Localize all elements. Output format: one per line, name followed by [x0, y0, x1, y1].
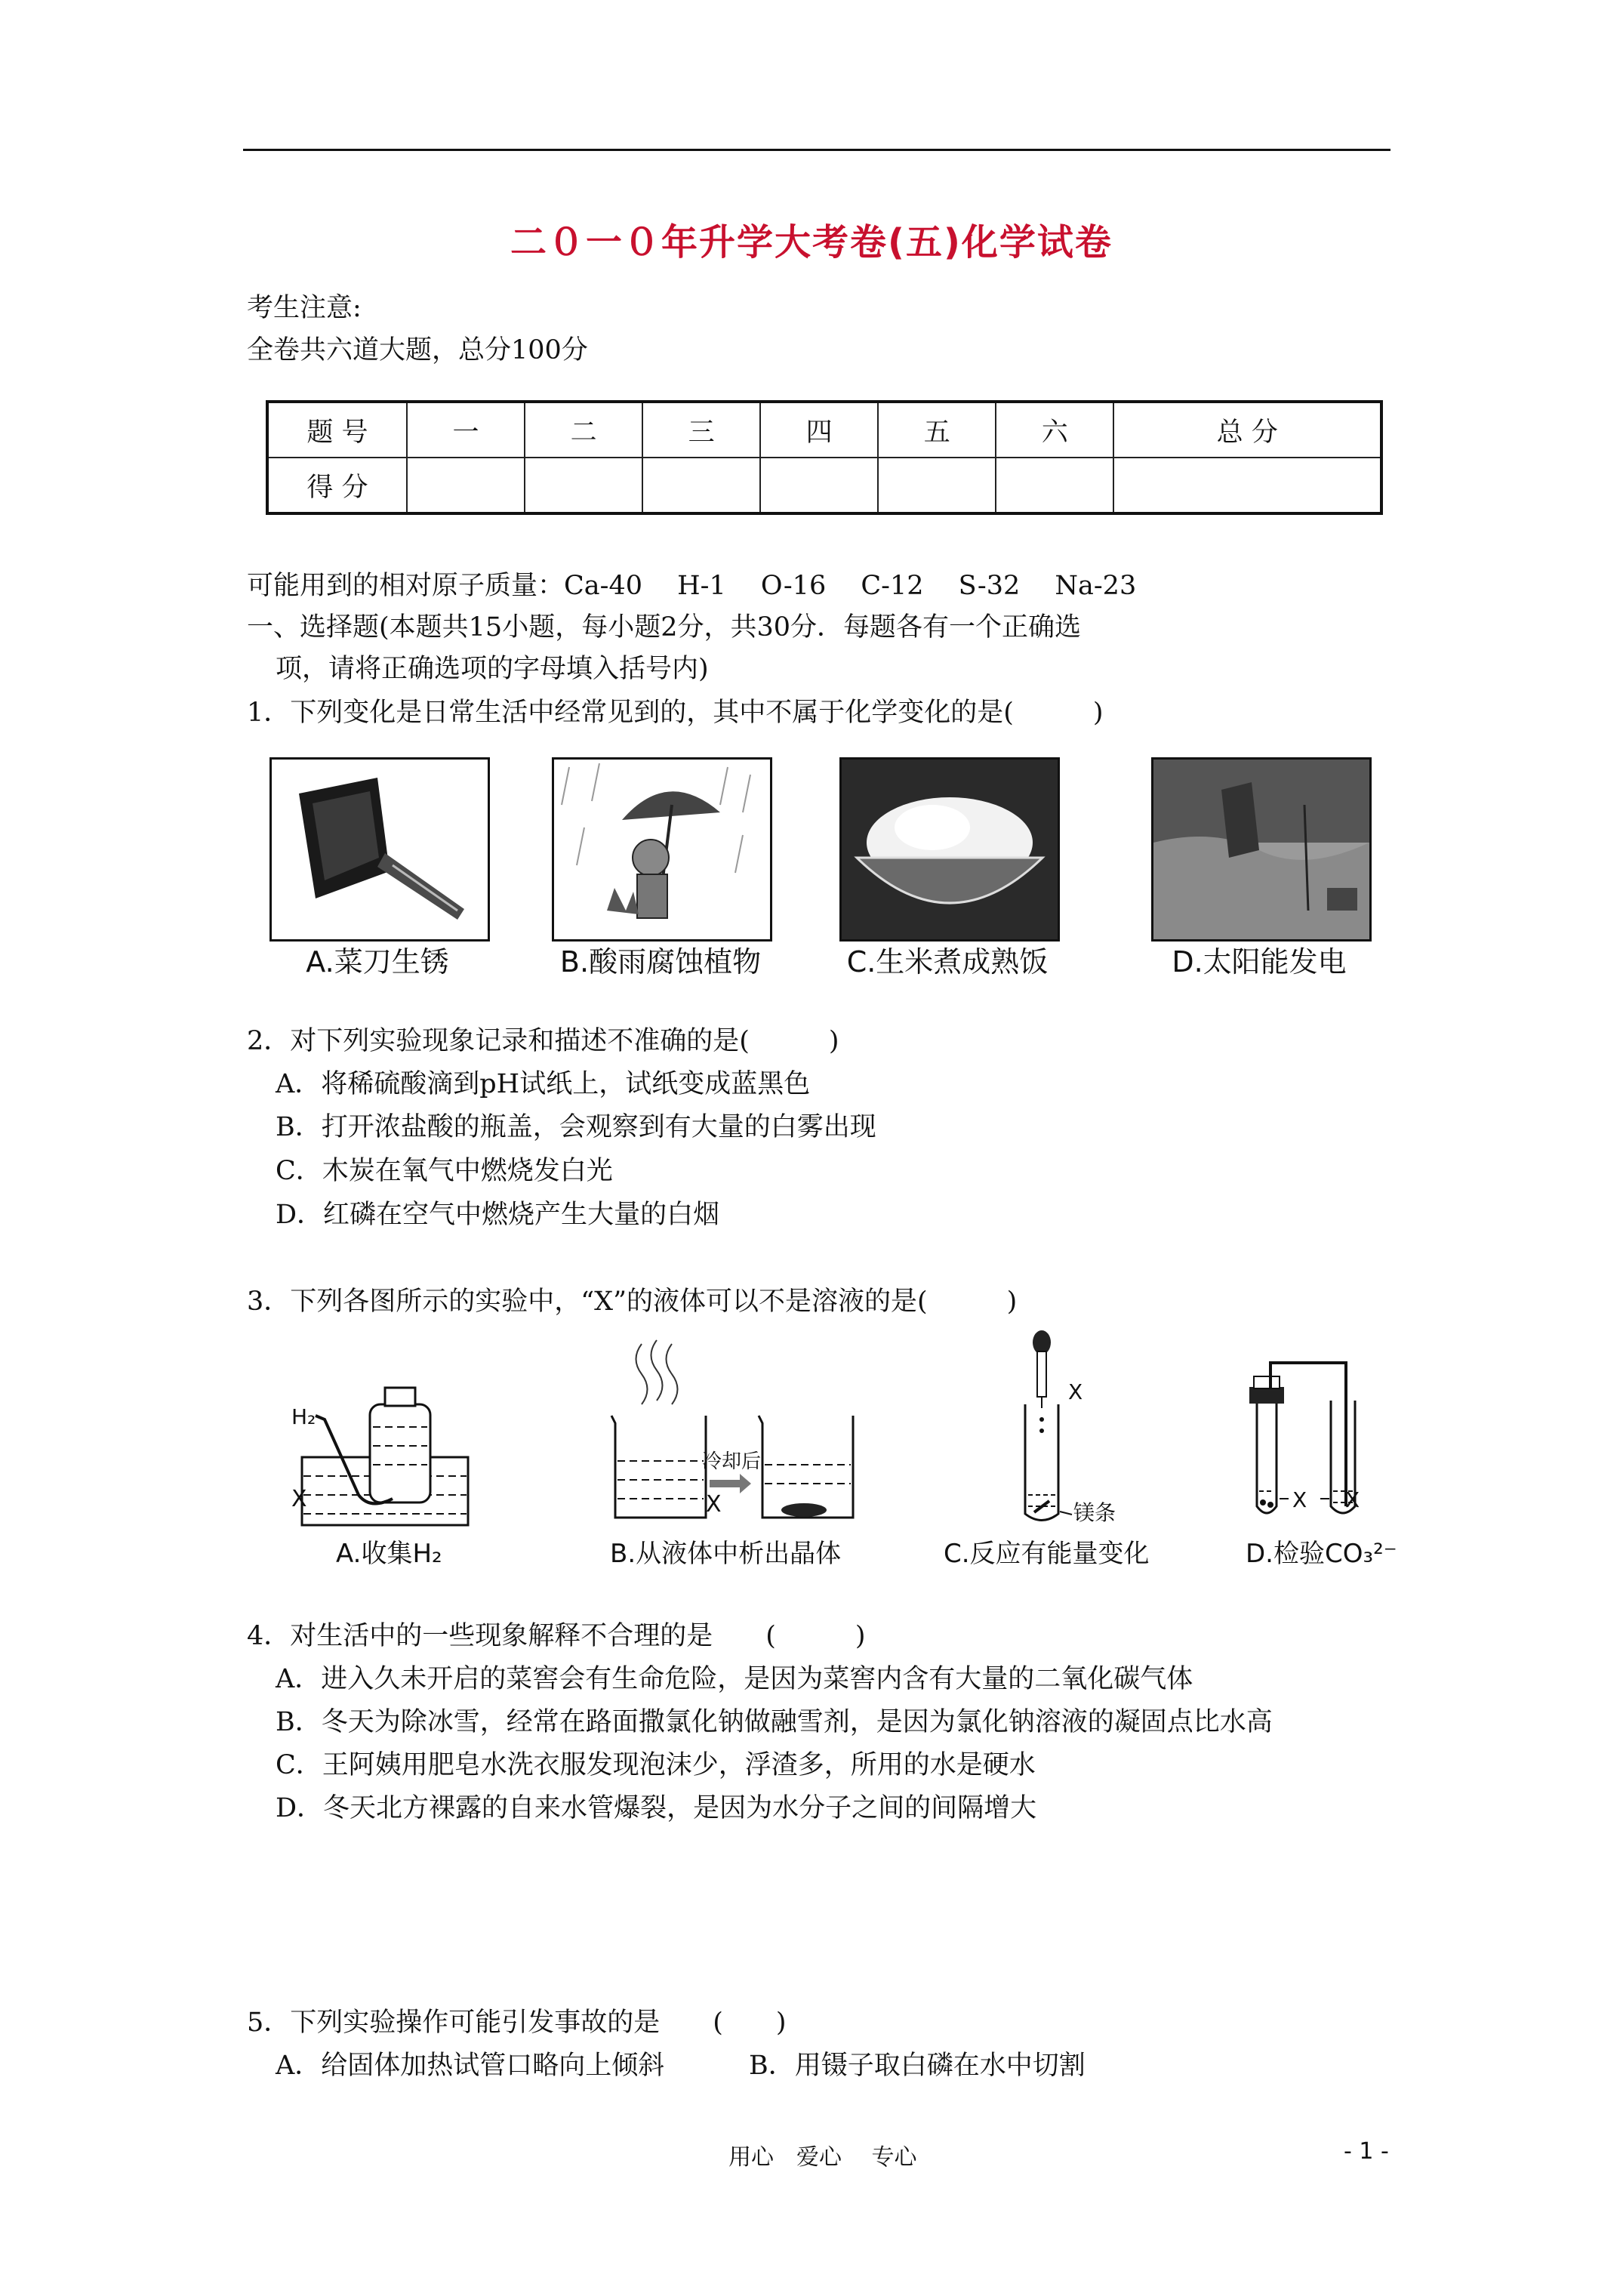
q1-figure-d [1151, 757, 1372, 942]
q3-label-x-a: X [291, 1486, 307, 1512]
score-header-cell: 四 [760, 402, 878, 458]
q5-option-a: A．给固体加热试管口略向上倾斜 [276, 2051, 665, 2081]
q2-option-d: D．红磷在空气中燃烧产生大量的白烟 [276, 1200, 720, 1230]
q1-figure-a [269, 757, 490, 942]
score-table [266, 400, 1383, 515]
q3-stem: 3．下列各图所示的实验中，“X”的液体可以不是溶液的是( ) [247, 1287, 1018, 1317]
q2-option-a: A．将稀硫酸滴到pH试纸上，试纸变成蓝黑色 [276, 1069, 811, 1099]
q4-stem: 4．对生活中的一些现象解释不合理的是 ( ) [247, 1621, 866, 1651]
score-header-cell: 二 [525, 402, 642, 458]
notice-label: 考生注意: [247, 293, 362, 323]
q3-label-cool: 冷却后 [702, 1450, 762, 1473]
q3-diagram-d [1242, 1355, 1393, 1529]
q1-caption-d: D.太阳能发电 [1172, 945, 1347, 978]
q1-stem: 1．下列变化是日常生活中经常见到的，其中不属于化学变化的是( ) [247, 698, 1104, 728]
q3-diagram-a [287, 1374, 483, 1536]
q3-caption-d: D.检验CO₃²⁻ [1246, 1539, 1397, 1569]
solar-power-illustration [1153, 760, 1369, 939]
cleaver-illustration [272, 760, 488, 939]
q3-label-h2: H₂ [291, 1404, 316, 1429]
score-table-header-row [267, 402, 1381, 458]
footer-motto: 用心 爱心 专心 [728, 2144, 917, 2171]
score-header-cell: 五 [878, 402, 996, 458]
notice-text: 全卷共六道大题，总分100分 [247, 335, 588, 365]
score-header-cell: 一 [407, 402, 525, 458]
score-table-score-row [267, 458, 1381, 513]
q2-option-c: C．木炭在氧气中燃烧发白光 [276, 1156, 613, 1186]
score-header-cell: 六 [996, 402, 1113, 458]
q1-figure-c [839, 757, 1060, 942]
q3-label-x-d2: X [1345, 1487, 1360, 1512]
q3-caption-b: B.从液体中析出晶体 [610, 1539, 842, 1569]
q1-caption-c: C.生米煮成熟饭 [846, 945, 1049, 978]
q4-option-c: C．王阿姨用肥皂水洗衣服发现泡沫少，浮渣多，所用的水是硬水 [276, 1750, 1036, 1780]
q1-caption-a: A.菜刀生锈 [306, 945, 449, 978]
score-input-cell[interactable] [760, 458, 878, 513]
acid-rain-illustration [554, 760, 770, 939]
q3-caption-c: C.反应有能量变化 [944, 1539, 1150, 1569]
q3-label-x-b: X [706, 1491, 722, 1518]
q3-label-x-c: X [1068, 1379, 1083, 1404]
q5-option-b: B．用镊子取白磷在水中切割 [749, 2051, 1086, 2081]
score-input-cell[interactable] [525, 458, 642, 513]
q3-diagram-b [596, 1336, 876, 1525]
score-header-cell: 三 [642, 402, 760, 458]
page-title: 二０一０年升学大考卷(五)化学试卷 [510, 221, 1113, 264]
score-input-cell[interactable] [407, 458, 525, 513]
section1-heading: 一、选择题(本题共15小题，每小题2分，共30分．每题各有一个正确选 [247, 612, 1081, 643]
q1-figure-b [552, 757, 772, 942]
header-rule [243, 149, 1390, 151]
section1-heading-cont: 项，请将正确选项的字母填入括号内) [276, 654, 709, 684]
rice-bowl-illustration [842, 760, 1058, 939]
page-number: - 1 - [1344, 2138, 1389, 2165]
q5-stem: 5．下列实验操作可能引发事故的是 ( ) [247, 2008, 787, 2038]
q2-stem: 2．对下列实验现象记录和描述不准确的是( ) [247, 1026, 839, 1056]
score-input-cell[interactable] [996, 458, 1113, 513]
q3-caption-a: A.收集H₂ [336, 1539, 442, 1569]
score-row-label: 得 分 [267, 458, 407, 513]
q4-option-d: D．冬天北方裸露的自来水管爆裂，是因为水分子之间的间隔增大 [276, 1793, 1037, 1823]
q4-option-b: B．冬天为除冰雪，经常在路面撒氯化钠做融雪剂，是因为氯化钠溶液的凝固点比水高 [276, 1707, 1273, 1737]
q2-option-b: B．打开浓盐酸的瓶盖，会观察到有大量的白雾出现 [276, 1112, 876, 1142]
atomic-mass-line: 可能用到的相对原子质量：Ca-40 H-1 O-16 C-12 S-32 Na-23 [247, 571, 1137, 601]
score-input-cell[interactable] [642, 458, 760, 513]
q1-caption-b: B.酸雨腐蚀植物 [559, 945, 762, 978]
score-header-cell: 总 分 [1113, 402, 1381, 458]
q3-label-mg: 镁条 [1073, 1500, 1116, 1525]
q3-label-x-d1: X [1292, 1487, 1307, 1512]
q4-option-a: A．进入久未开启的菜窖会有生命危险，是因为菜窖内含有大量的二氧化碳气体 [276, 1664, 1193, 1694]
score-header-cell: 题 号 [267, 402, 407, 458]
score-input-cell[interactable] [1113, 458, 1381, 513]
score-input-cell[interactable] [878, 458, 996, 513]
